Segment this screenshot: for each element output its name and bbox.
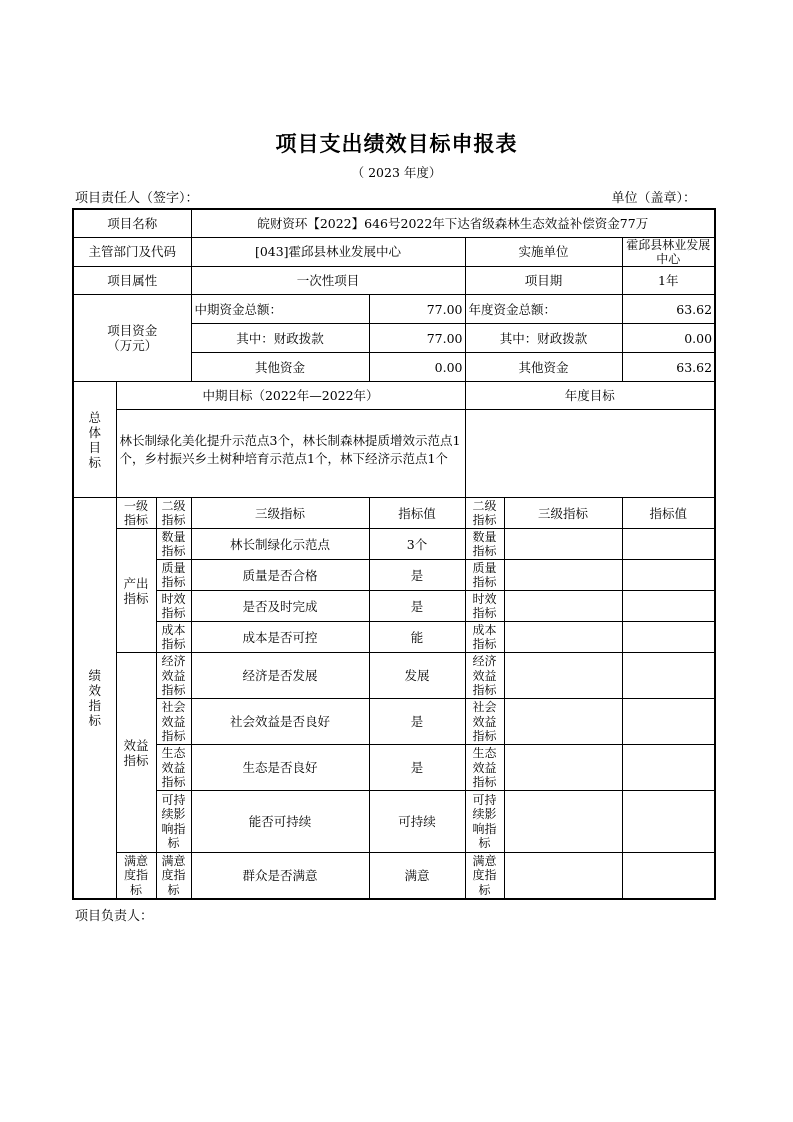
level3-cell: 是否及时完成: [191, 591, 369, 622]
year-other-label: 其他资金: [465, 353, 622, 382]
table-row: [73, 591, 715, 622]
year-level2-cell: 质量指标: [465, 560, 504, 591]
impl-unit-label: 实施单位: [465, 237, 622, 267]
year-level3-cell: [504, 653, 622, 699]
year-value-cell: [622, 853, 715, 899]
page-title: 项目支出绩效目标申报表: [275, 131, 518, 156]
overall-goals-label: 总体目标: [73, 382, 116, 498]
year-level2-cell: 时效指标: [465, 591, 504, 622]
mid-goal-text: 林长制绿化美化提升示范点3个，林长制森林提质增效示范点1个，乡村振兴乡土树种培育示范点1个，林下经济示范点1个: [116, 410, 465, 498]
value-cell: 是: [369, 699, 465, 745]
year-level3-cell: [504, 791, 622, 853]
level2-cell: 质量指标: [156, 560, 191, 591]
col-value-header: 指标值: [369, 498, 465, 529]
table-row: [73, 853, 715, 899]
dept-label: 主管部门及代码: [73, 237, 191, 267]
mid-other-value: 0.00: [369, 353, 465, 382]
year-level3-cell: [504, 529, 622, 560]
responsible-signature-label: 项目责任人（签字）：: [75, 191, 199, 206]
year-level2-cell: 生态效益指标: [465, 745, 504, 791]
level2-cell: 经济效益指标: [156, 653, 191, 699]
attr-value: 一次性项目: [191, 267, 465, 295]
year-level2-cell: 社会效益指标: [465, 699, 504, 745]
level3-cell: 成本是否可控: [191, 622, 369, 653]
value-cell: 3个: [369, 529, 465, 560]
level2-cell: 社会效益指标: [156, 699, 191, 745]
table-row: [73, 529, 715, 560]
table-row: [73, 653, 715, 699]
year-value-cell: [622, 529, 715, 560]
value-cell: 是: [369, 591, 465, 622]
level2-cell: 数量指标: [156, 529, 191, 560]
year-goal-text: [465, 410, 715, 498]
level3-cell: 质量是否合格: [191, 560, 369, 591]
year-total-label: 年度资金总额：: [465, 295, 622, 324]
year-goal-header: 年度目标: [465, 382, 715, 410]
year-level2-cell: 成本指标: [465, 622, 504, 653]
value-cell: 可持续: [369, 791, 465, 853]
level2-cell: 满意度指标: [156, 853, 191, 899]
value-cell: 发展: [369, 653, 465, 699]
funds-label: 项目资金 （万元）: [73, 295, 191, 382]
year-value-cell: [622, 653, 715, 699]
unit-seal-label: 单位（盖章）：: [611, 191, 696, 206]
table-row: [73, 791, 715, 853]
performance-indicators-label: 绩效指标: [73, 498, 116, 899]
mid-goal-header: 中期目标（2022年—2022年）: [116, 382, 465, 410]
level2-cell: 时效指标: [156, 591, 191, 622]
year-value-cell: [622, 560, 715, 591]
year-level3-cell: [504, 853, 622, 899]
year-level2-cell: 经济效益指标: [465, 653, 504, 699]
value-cell: 满意: [369, 853, 465, 899]
year-level3-cell: [504, 560, 622, 591]
output-indicator-label: 产出指标: [116, 529, 156, 653]
year-line: （ 2023 年度）: [351, 165, 442, 180]
year-fiscal-label: 其中：财政拨款: [465, 324, 622, 353]
value-cell: 是: [369, 745, 465, 791]
year-level2-cell: 可持续影响指标: [465, 791, 504, 853]
level3-cell: 社会效益是否良好: [191, 699, 369, 745]
impl-unit-value: 霍邱县林业发展中心: [622, 237, 715, 267]
level3-cell: 经济是否发展: [191, 653, 369, 699]
mid-fiscal-label: 其中：财政拨款: [191, 324, 369, 353]
year-total-value: 63.62: [622, 295, 715, 324]
col-level1-header: 一级指标: [116, 498, 156, 529]
mid-total-value: 77.00: [369, 295, 465, 324]
value-cell: 是: [369, 560, 465, 591]
col-level2-header: 二级指标: [156, 498, 191, 529]
mid-other-label: 其他资金: [191, 353, 369, 382]
table-row: [73, 745, 715, 791]
year-col-level3-header: 三级指标: [504, 498, 622, 529]
level2-cell: 生态效益指标: [156, 745, 191, 791]
level3-cell: 生态是否良好: [191, 745, 369, 791]
year-value-cell: [622, 791, 715, 853]
year-col-level2-header: 二级指标: [465, 498, 504, 529]
value-cell: 能: [369, 622, 465, 653]
level3-cell: 林长制绿化示范点: [191, 529, 369, 560]
year-value-cell: [622, 622, 715, 653]
level2-cell: 可持续影响指标: [156, 791, 191, 853]
year-level3-cell: [504, 745, 622, 791]
project-name-label: 项目名称: [73, 209, 191, 237]
attr-label: 项目属性: [73, 267, 191, 295]
table-row: [73, 699, 715, 745]
period-value: 1年: [622, 267, 715, 295]
year-col-value-header: 指标值: [622, 498, 715, 529]
year-value-cell: [622, 591, 715, 622]
year-level2-cell: 满意度指标: [465, 853, 504, 899]
project-name-value: 皖财资环【2022】646号2022年下达省级森林生态效益补偿资金77万: [191, 209, 715, 237]
col-level3-header: 三级指标: [191, 498, 369, 529]
level2-cell: 成本指标: [156, 622, 191, 653]
year-value-cell: [622, 699, 715, 745]
year-level3-cell: [504, 591, 622, 622]
level3-cell: 能否可持续: [191, 791, 369, 853]
performance-goal-table: [72, 208, 716, 900]
table-row: [73, 622, 715, 653]
benefit-indicator-label: 效益指标: [116, 653, 156, 853]
mid-total-label: 中期资金总额：: [191, 295, 369, 324]
table-row: [73, 560, 715, 591]
year-other-value: 63.62: [622, 353, 715, 382]
project-owner-label: 项目负责人：: [75, 909, 154, 924]
year-level3-cell: [504, 699, 622, 745]
year-fiscal-value: 0.00: [622, 324, 715, 353]
dept-value: [043]霍邱县林业发展中心: [191, 237, 465, 267]
year-level3-cell: [504, 622, 622, 653]
period-label: 项目期: [465, 267, 622, 295]
year-level2-cell: 数量指标: [465, 529, 504, 560]
mid-fiscal-value: 77.00: [369, 324, 465, 353]
satisfaction-indicator-label: 满意度指标: [116, 853, 156, 899]
level3-cell: 群众是否满意: [191, 853, 369, 899]
year-value-cell: [622, 745, 715, 791]
